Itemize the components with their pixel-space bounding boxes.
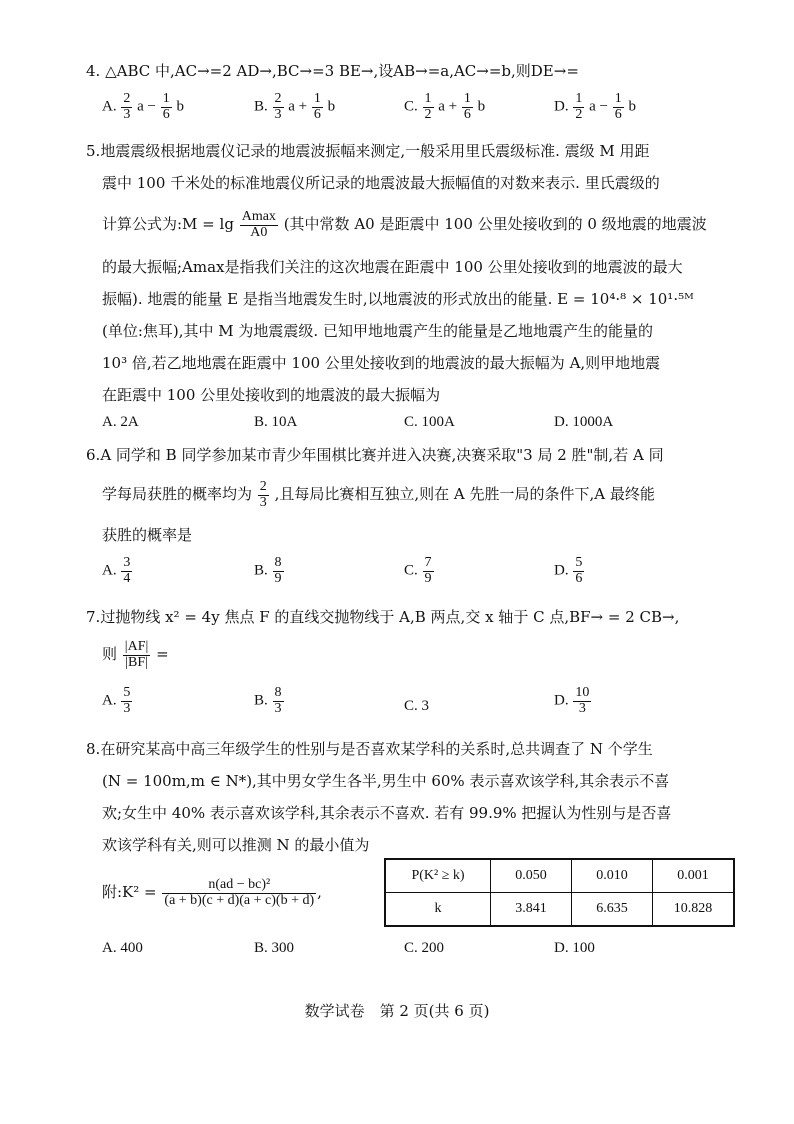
option-label: B. (254, 562, 272, 579)
q8-line-2 (102, 770, 669, 791)
q5-option-d[interactable]: D. 1000A (554, 414, 614, 430)
q5-text-2: 震中 100 千米处的标准地震仪所记录的地震波最大振幅值的对数来表示. 里氏震级的 (102, 174, 660, 192)
q4-option-d[interactable] (554, 92, 636, 122)
q6-line-2 (102, 480, 655, 510)
option-fraction (423, 556, 434, 586)
q6-option-d[interactable] (554, 556, 585, 586)
q7-ratio-numerator: |AF| (124, 639, 149, 654)
q8-text-3: 欢;女生中 40% 表示喜欢该学科,其余表示不喜欢. 若有 99.9% 把握认为性别与是否喜 (102, 804, 672, 822)
q8-text-2: (N = 100m,m ∈ N*),其中男女学生各半,男生中 60% 表示喜欢该学科,其余表示不喜 (102, 772, 670, 790)
q8-k2-fraction (162, 878, 316, 908)
option-fraction-numerator: 5 (123, 685, 131, 700)
option-label: B. (254, 692, 272, 709)
q8-text-4: 欢该学科有关,则可以推测 N 的最小值为 (102, 836, 370, 854)
coefficient-fraction-numerator: 1 (575, 91, 583, 106)
option-fraction-denominator: 3 (578, 700, 586, 716)
option-text: b (323, 98, 336, 115)
q8-k2-numerator: n(ad − bc)² (162, 878, 316, 894)
table-row (385, 893, 734, 927)
option-fraction-denominator: 3 (123, 700, 131, 716)
q5-line-5 (102, 288, 694, 309)
q6-probability-fraction (258, 480, 269, 510)
coefficient-fraction (423, 92, 434, 122)
q7-option-c[interactable] (404, 698, 429, 715)
q5-line-4 (102, 256, 683, 277)
table-cell: 0.001 (653, 859, 735, 893)
q5-text-8: 在距震中 100 公里处接收到的地震波的最大振幅为 (102, 386, 441, 404)
table-header-cell: k (385, 893, 491, 927)
option-label: B. (254, 98, 272, 115)
coefficient-fraction (312, 92, 323, 122)
option-fraction-numerator: 5 (575, 555, 583, 570)
option-label: D. (554, 98, 573, 115)
q8-line-4 (102, 834, 369, 855)
q7-text-2a: 则 (102, 645, 118, 664)
coefficient-fraction-numerator: 2 (274, 91, 282, 106)
option-text: a − (585, 98, 612, 115)
coefficient-fraction-numerator: 1 (614, 91, 622, 106)
coefficient-fraction-denominator: 2 (424, 106, 432, 122)
option-label: D. (554, 562, 573, 579)
option-text: a + (284, 98, 311, 115)
option-fraction (273, 556, 284, 586)
coefficient-fraction-numerator: 2 (123, 91, 131, 106)
q4-option-c[interactable] (404, 92, 485, 122)
q8-text-1: 在研究某高中高三年级学生的性别与是否喜欢某学科的关系时,总共调查了 N 个学生 (100, 740, 653, 758)
coefficient-fraction-denominator: 6 (162, 106, 170, 122)
q8-formula-suffix: , (317, 883, 322, 902)
option-label: D. (554, 692, 573, 709)
table-cell: 3.841 (491, 893, 572, 927)
q4-option-a[interactable] (102, 92, 184, 122)
option-fraction-numerator: 10 (575, 685, 590, 700)
q4-text: △ABC 中,AC→=2 AD→,BC→=3 BE→,设AB→=a,AC→=b,则DE→= (105, 62, 579, 80)
coefficient-fraction (121, 92, 132, 122)
q7-line-1 (86, 606, 679, 627)
coefficient-fraction (613, 92, 624, 122)
q5-line-3 (102, 210, 707, 240)
q8-line-3 (102, 802, 671, 823)
q8-option-c[interactable]: C. 200 (404, 940, 445, 956)
q6-number: 6. (86, 446, 101, 464)
page-footer: 数学试卷 第 2 页(共 6 页) (304, 1002, 490, 1020)
option-fraction (121, 686, 132, 716)
table-cell: 0.050 (491, 859, 572, 893)
q6-text-1: A 同学和 B 同学参加某市青少年围棋比赛并进入决赛,决赛采取"3 局 2 胜"制,若 A 同 (100, 446, 664, 464)
option-fraction (121, 556, 132, 586)
option-text: b (172, 98, 184, 115)
q5-text-4: 的最大振幅;Amax是指我们关注的这次地震在距震中 100 公里处接收到的地震波的最大 (102, 258, 683, 276)
option-fraction (273, 686, 284, 716)
q6-text-2a: 学每局获胜的概率均为 (102, 485, 253, 504)
q6-line-1 (86, 444, 664, 465)
coefficient-fraction (573, 92, 584, 122)
option-text: b (624, 98, 636, 115)
q4-option-b[interactable] (254, 92, 335, 122)
q7-option-b[interactable] (254, 686, 285, 716)
option-label: A. (102, 692, 121, 709)
option-fraction-numerator: 3 (123, 555, 131, 570)
q5-text-5: 振幅). 地震的能量 E 是指当地震发生时,以地震波的形式放出的能量. E = 10⁴·⁸ × 10¹·⁵ᴹ (102, 290, 694, 308)
option-text: 3 (421, 698, 430, 714)
table-cell: 6.635 (572, 893, 653, 927)
q4-number: 4. (86, 62, 101, 80)
q6-fraction-denominator: 3 (259, 494, 267, 510)
q7-text-1: 过抛物线 x² = 4y 焦点 F 的直线交抛物线于 A,B 两点,交 x 轴于 C 点,BF→ = 2 CB→, (100, 608, 680, 626)
q4-stem (86, 60, 579, 81)
q5-text-7: 10³ 倍,若乙地地震在距震中 100 公里处接收到的地震波的最大振幅为 A,则甲地地震 (102, 354, 661, 372)
q5-line-1 (86, 140, 650, 161)
q8-line-1 (86, 738, 653, 759)
option-fraction-denominator: 6 (575, 570, 583, 586)
critical-value-table (384, 858, 735, 927)
option-fraction-numerator: 7 (424, 555, 432, 570)
q8-number: 8. (86, 740, 101, 758)
q5-line-6 (102, 320, 653, 341)
q6-option-b[interactable] (254, 556, 285, 586)
q5-number: 5. (86, 142, 101, 160)
q5-option-a[interactable]: A. 2A (102, 414, 139, 430)
q7-number: 7. (86, 608, 101, 626)
q5-option-b[interactable]: B. 10A (254, 414, 298, 430)
option-text: a + (434, 98, 461, 115)
q8-option-d[interactable]: D. 100 (554, 940, 595, 956)
q6-option-c[interactable] (404, 556, 435, 586)
q5-formula-prefix: 计算公式为:M = lg (102, 215, 234, 234)
q5-ratio-denominator: A0 (250, 224, 268, 240)
option-fraction (573, 556, 584, 586)
q7-line-2 (102, 640, 169, 670)
option-label: A. (102, 98, 121, 115)
q5-text-3: (其中常数 A0 是距震中 100 公里处接收到的 0 级地震的地震波 (283, 215, 707, 234)
option-fraction-denominator: 3 (274, 700, 282, 716)
q5-ratio-fraction (240, 210, 278, 240)
coefficient-fraction-denominator: 6 (463, 106, 471, 122)
q6-text-3: 获胜的概率是 (102, 526, 193, 544)
table-header-cell: P(K² ≥ k) (385, 859, 491, 893)
coefficient-fraction-denominator: 2 (575, 106, 583, 122)
q5-text-1: 地震震级根据地震仪记录的地震波振幅来测定,一般采用里氏震级标准. 震级 M 用距 (100, 142, 650, 160)
option-label: C. (404, 98, 422, 115)
q8-option-b[interactable]: B. 300 (254, 940, 295, 956)
table-row (385, 859, 734, 893)
q8-formula-prefix: 附:K² = (102, 883, 157, 902)
q6-text-2b: ,且每局比赛相互独立,则在 A 先胜一局的条件下,A 最终能 (274, 485, 655, 504)
coefficient-fraction (462, 92, 473, 122)
option-fraction-numerator: 8 (274, 685, 282, 700)
option-fraction (573, 686, 591, 716)
option-text: a − (133, 98, 160, 115)
q6-line-3 (102, 524, 192, 545)
option-fraction-denominator: 9 (274, 570, 282, 586)
q5-ratio-numerator: Amax (241, 209, 276, 224)
q8-k2-denominator: (a + b)(c + d)(a + c)(b + d) (164, 892, 315, 908)
coefficient-fraction-denominator: 3 (123, 106, 131, 122)
q5-line-8 (102, 384, 440, 405)
coefficient-fraction (273, 92, 284, 122)
coefficient-fraction-numerator: 1 (162, 91, 170, 106)
q5-text-6: (单位:焦耳),其中 M 为地震震级. 已知甲地地震产生的能量是乙地地震产生的能量的 (102, 322, 653, 340)
coefficient-fraction-denominator: 6 (614, 106, 622, 122)
q8-option-a[interactable]: A. 400 (102, 940, 143, 956)
coefficient-fraction-numerator: 1 (424, 91, 432, 106)
q8-formula (102, 878, 322, 908)
q7-option-d[interactable] (554, 686, 592, 716)
q7-text-2b: = (156, 645, 169, 664)
coefficient-fraction-numerator: 1 (313, 91, 321, 106)
q6-fraction-numerator: 2 (259, 479, 267, 494)
q5-line-2 (102, 172, 660, 193)
table-cell: 0.010 (572, 859, 653, 893)
option-label: C. (404, 562, 422, 579)
q5-line-7 (102, 352, 660, 373)
coefficient-fraction-denominator: 6 (313, 106, 321, 122)
option-fraction-numerator: 8 (274, 555, 282, 570)
option-fraction-denominator: 9 (424, 570, 432, 586)
table-cell: 10.828 (653, 893, 735, 927)
option-label: C. (404, 698, 422, 714)
option-text: b (473, 98, 486, 115)
q7-option-a[interactable] (102, 686, 133, 716)
q6-option-a[interactable] (102, 556, 133, 586)
q7-ratio-denominator: |BF| (125, 654, 148, 670)
coefficient-fraction-denominator: 3 (274, 106, 282, 122)
option-fraction-denominator: 4 (123, 570, 131, 586)
option-label: A. (102, 562, 121, 579)
q7-ratio-fraction (123, 640, 151, 670)
q5-option-c[interactable]: C. 100A (404, 414, 455, 430)
coefficient-fraction (161, 92, 172, 122)
coefficient-fraction-numerator: 1 (463, 91, 471, 106)
